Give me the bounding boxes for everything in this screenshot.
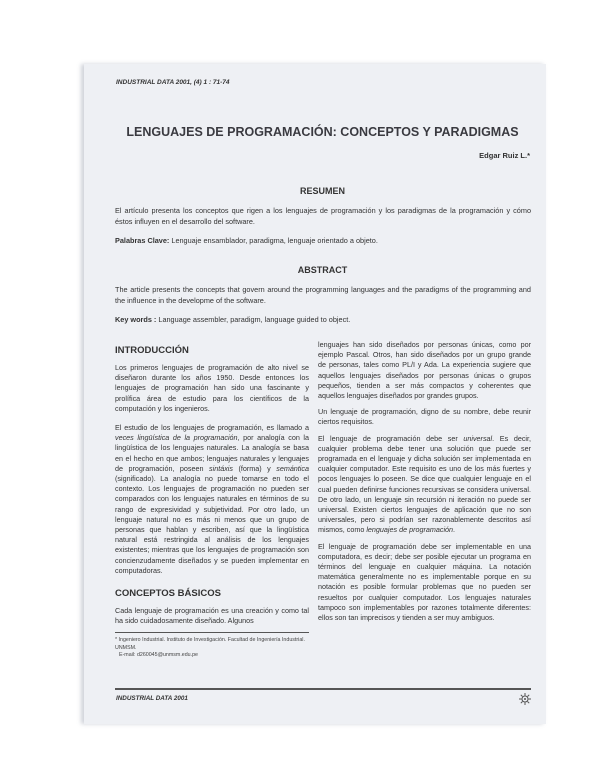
text-run: . bbox=[453, 525, 456, 535]
conceptos-paragraph-1: Cada lenguaje de programación es una creación y como tal ha sido cuidadosamente diseñado. Algunos bbox=[115, 606, 309, 626]
running-header: INDUSTRIAL DATA 2001, (4) 1 : 71-74 bbox=[116, 79, 230, 86]
right-paragraph-2: Un lenguaje de programación, digno de su nombre, debe reunir ciertos requisitos. bbox=[318, 407, 531, 427]
footnote-email: E-mail: d260045@unmsm.edu.pe bbox=[119, 652, 198, 659]
text-run-italic: universal bbox=[463, 433, 493, 443]
conceptos-heading: CONCEPTOS BÁSICOS bbox=[115, 588, 221, 600]
text-run: (significado). La analogía no puede tomarse en todo el contexto. Los lenguajes de programación no pueden ser comparados con los lenguajes naturales en términos de su rango de expresividad y subjetividad. Por otro lado, un lenguaje natural no es más ni menos que un grupo de personas que hablan y escriben, así que la lingüística natural está restringida al análisis de los lenguajes existentes; mientras que los lenguajes de programación son concienzudamente diseñados y se pueden implementar en computadoras. bbox=[115, 474, 309, 575]
palabras-clave-label: Palabras Clave: bbox=[115, 236, 170, 245]
key-words-values: Language assembler, paradigm, language guided to object. bbox=[156, 315, 351, 324]
text-run-italic: veces lingüística de la programación bbox=[115, 433, 238, 443]
journal-logo-icon bbox=[519, 692, 531, 704]
abstract-heading: ABSTRACT bbox=[297, 265, 348, 275]
author: Edgar Ruiz L.* bbox=[479, 151, 530, 160]
right-paragraph-3 bbox=[318, 434, 531, 536]
text-run-italic: sintáxis bbox=[209, 463, 233, 473]
right-paragraph-4: El lenguaje de programación debe ser implementable en una computadora, es decir; debe ser posible ejecutar un programa en términos del lenguaje en cualquier máquina. La notación matemática generalmente no es implementable porque en su notación es posible formular problemas que no pueden ser resueltos por cualquier computador. Los lenguajes naturales tampoco son implementables por razones totalmente diferentes: ellos son tan imprecisos y tienden a ser muy ambiguos. bbox=[318, 541, 531, 623]
introduccion-paragraph-2 bbox=[115, 423, 309, 576]
resumen-text: El artículo presenta los conceptos que rigen a los lenguajes de programación y los paradigmas de la programación y cómo éstos influyen en el desarrollo del software. bbox=[115, 206, 531, 226]
text-run: (forma) y bbox=[232, 463, 277, 473]
text-run-italic: lenguajes de programación bbox=[366, 525, 454, 535]
footnote-affiliation: * Ingeniero Industrial. Instituto de Investigación. Facultad de Ingeniería Industrial. UNMSM. bbox=[115, 637, 305, 651]
footer-journal: INDUSTRIAL DATA 2001 bbox=[116, 695, 188, 702]
footnote bbox=[115, 637, 309, 659]
footnote-divider bbox=[115, 632, 309, 633]
text-run: , por analogía con la lingüística de los lenguajes naturales. La analogía se basa en el hecho en que ambos; lenguajes naturales y lenguajes de programación, poseen bbox=[115, 433, 309, 473]
left-column bbox=[115, 345, 309, 660]
footer-rule bbox=[115, 688, 531, 690]
key-words-label: Key words : bbox=[115, 315, 157, 324]
paper-title: LENGUAJES DE PROGRAMACIÓN: CONCEPTOS Y PARADIGMAS bbox=[126, 125, 519, 139]
right-paragraph-1: lenguajes han sido diseñados por personas únicas, como por ejemplo Pascal. Otros, han sido diseñados por un grupo grande de personas, tales como PL/I y Ada. La experiencia sugiere que aquellos lenguajes diseñados por personas únicas o grupos pequeños, tienden a ser más compactos y coherentes que aquellos lenguajes diseñados por grandes grupos. bbox=[318, 340, 531, 401]
text-run: El estudio de los lenguajes de programación, es llamado a bbox=[115, 423, 309, 433]
text-run: El lenguaje de programación debe ser bbox=[318, 433, 464, 443]
key-words bbox=[115, 315, 531, 326]
text-run: . Es decir, cualquier problema debe tener una solución que puede ser programada en el lenguaje y dicha solución ser implementada en cualquier computador. Este requisito es uno de los más fuertes y pocos lenguajes lo poseen. Se dice que cualquier lenguaje en el cual pueden definirse funciones recursivas se considera universal. De otro lado, un lenguaje sin recursión ni iteración no puede ser universal. Existen ciertos lenguajes de aplicación que no son universales, pero si podrían ser razonablemente descritos así mismos, como bbox=[318, 433, 531, 535]
introduccion-heading: INTRODUCCIÓN bbox=[115, 345, 189, 356]
introduccion-paragraph-1: Los primeros lenguajes de programación de alto nivel se diseñaron durante los años 1950. Desde entonces los lenguajes de programación han sido una fascinante y prolífica área de estudio para los científicos de la computación y los ingenieros. bbox=[115, 363, 309, 413]
resumen-heading: RESUMEN bbox=[299, 186, 345, 196]
palabras-clave bbox=[115, 236, 531, 247]
text-run-italic: semántica bbox=[276, 463, 309, 473]
abstract-text: The article presents the concepts that govern around the programming languages and the paradigms of the programming and the influence in the developme of the software. bbox=[115, 285, 531, 305]
palabras-clave-values: Lenguaje ensamblador, paradigma, lenguaje orientado a objeto. bbox=[169, 236, 378, 245]
right-column bbox=[318, 340, 531, 623]
